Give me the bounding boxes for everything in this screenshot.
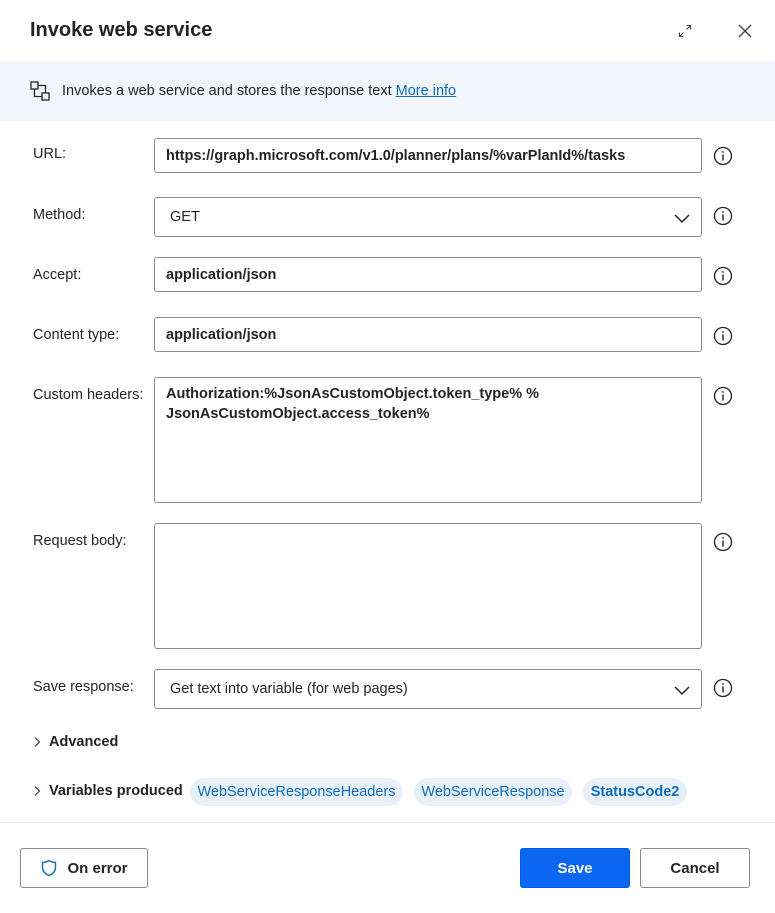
cancel-button[interactable]: Cancel — [640, 848, 750, 888]
method-value: GET — [170, 209, 200, 225]
chevron-down-icon — [673, 681, 691, 699]
request-body-textarea[interactable] — [154, 523, 702, 649]
method-info-icon[interactable] — [713, 206, 733, 226]
variables-produced-label: Variables produced — [49, 783, 183, 799]
chevron-right-icon — [30, 784, 44, 798]
method-label: Method: — [33, 207, 86, 223]
save-response-value: Get text into variable (for web pages) — [170, 681, 408, 697]
chevron-down-icon — [673, 209, 691, 227]
dialog-title: Invoke web service — [30, 19, 213, 41]
content-type-info-icon[interactable] — [713, 326, 733, 346]
custom-headers-info-icon[interactable] — [713, 386, 733, 406]
footer-divider — [0, 822, 775, 823]
accept-info-icon[interactable] — [713, 266, 733, 286]
advanced-label: Advanced — [49, 734, 119, 750]
shield-icon — [40, 859, 58, 877]
on-error-button[interactable] — [20, 848, 148, 888]
variables-produced-toggle[interactable] — [30, 783, 183, 799]
save-response-info-icon[interactable] — [713, 678, 733, 698]
chevron-right-icon — [30, 735, 44, 749]
custom-headers-textarea[interactable]: Authorization:%JsonAsCustomObject.token_type% % JsonAsCustomObject.access_token% — [154, 377, 702, 503]
custom-headers-label: Custom headers: — [33, 387, 144, 403]
request-body-label: Request body: — [33, 533, 127, 549]
accept-input[interactable]: application/json — [154, 257, 702, 292]
url-info-icon[interactable] — [713, 146, 733, 166]
save-response-label: Save response: — [33, 679, 134, 695]
url-input[interactable]: https://graph.microsoft.com/v1.0/planner/plans/%varPlanId%/tasks — [154, 138, 702, 173]
url-label: URL: — [33, 146, 67, 162]
info-banner — [0, 61, 775, 121]
banner-text: Invokes a web service and stores the response text — [62, 83, 392, 99]
expand-button[interactable] — [672, 18, 698, 44]
expand-icon — [678, 24, 692, 38]
close-icon — [737, 23, 753, 39]
web-service-icon — [29, 80, 51, 102]
variable-chip[interactable]: WebServiceResponse — [414, 778, 572, 806]
close-button[interactable] — [732, 18, 758, 44]
on-error-label: On error — [67, 859, 128, 877]
save-response-select[interactable] — [154, 669, 702, 709]
variable-chip[interactable]: WebServiceResponseHeaders — [190, 778, 403, 806]
variable-chip[interactable]: StatusCode2 — [583, 778, 687, 806]
advanced-toggle[interactable] — [30, 734, 118, 750]
method-select[interactable] — [154, 197, 702, 237]
content-type-input[interactable]: application/json — [154, 317, 702, 352]
request-body-info-icon[interactable] — [713, 532, 733, 552]
accept-label: Accept: — [33, 267, 82, 283]
content-type-label: Content type: — [33, 327, 120, 343]
more-info-link[interactable]: More info — [395, 83, 457, 99]
save-button[interactable]: Save — [520, 848, 630, 888]
